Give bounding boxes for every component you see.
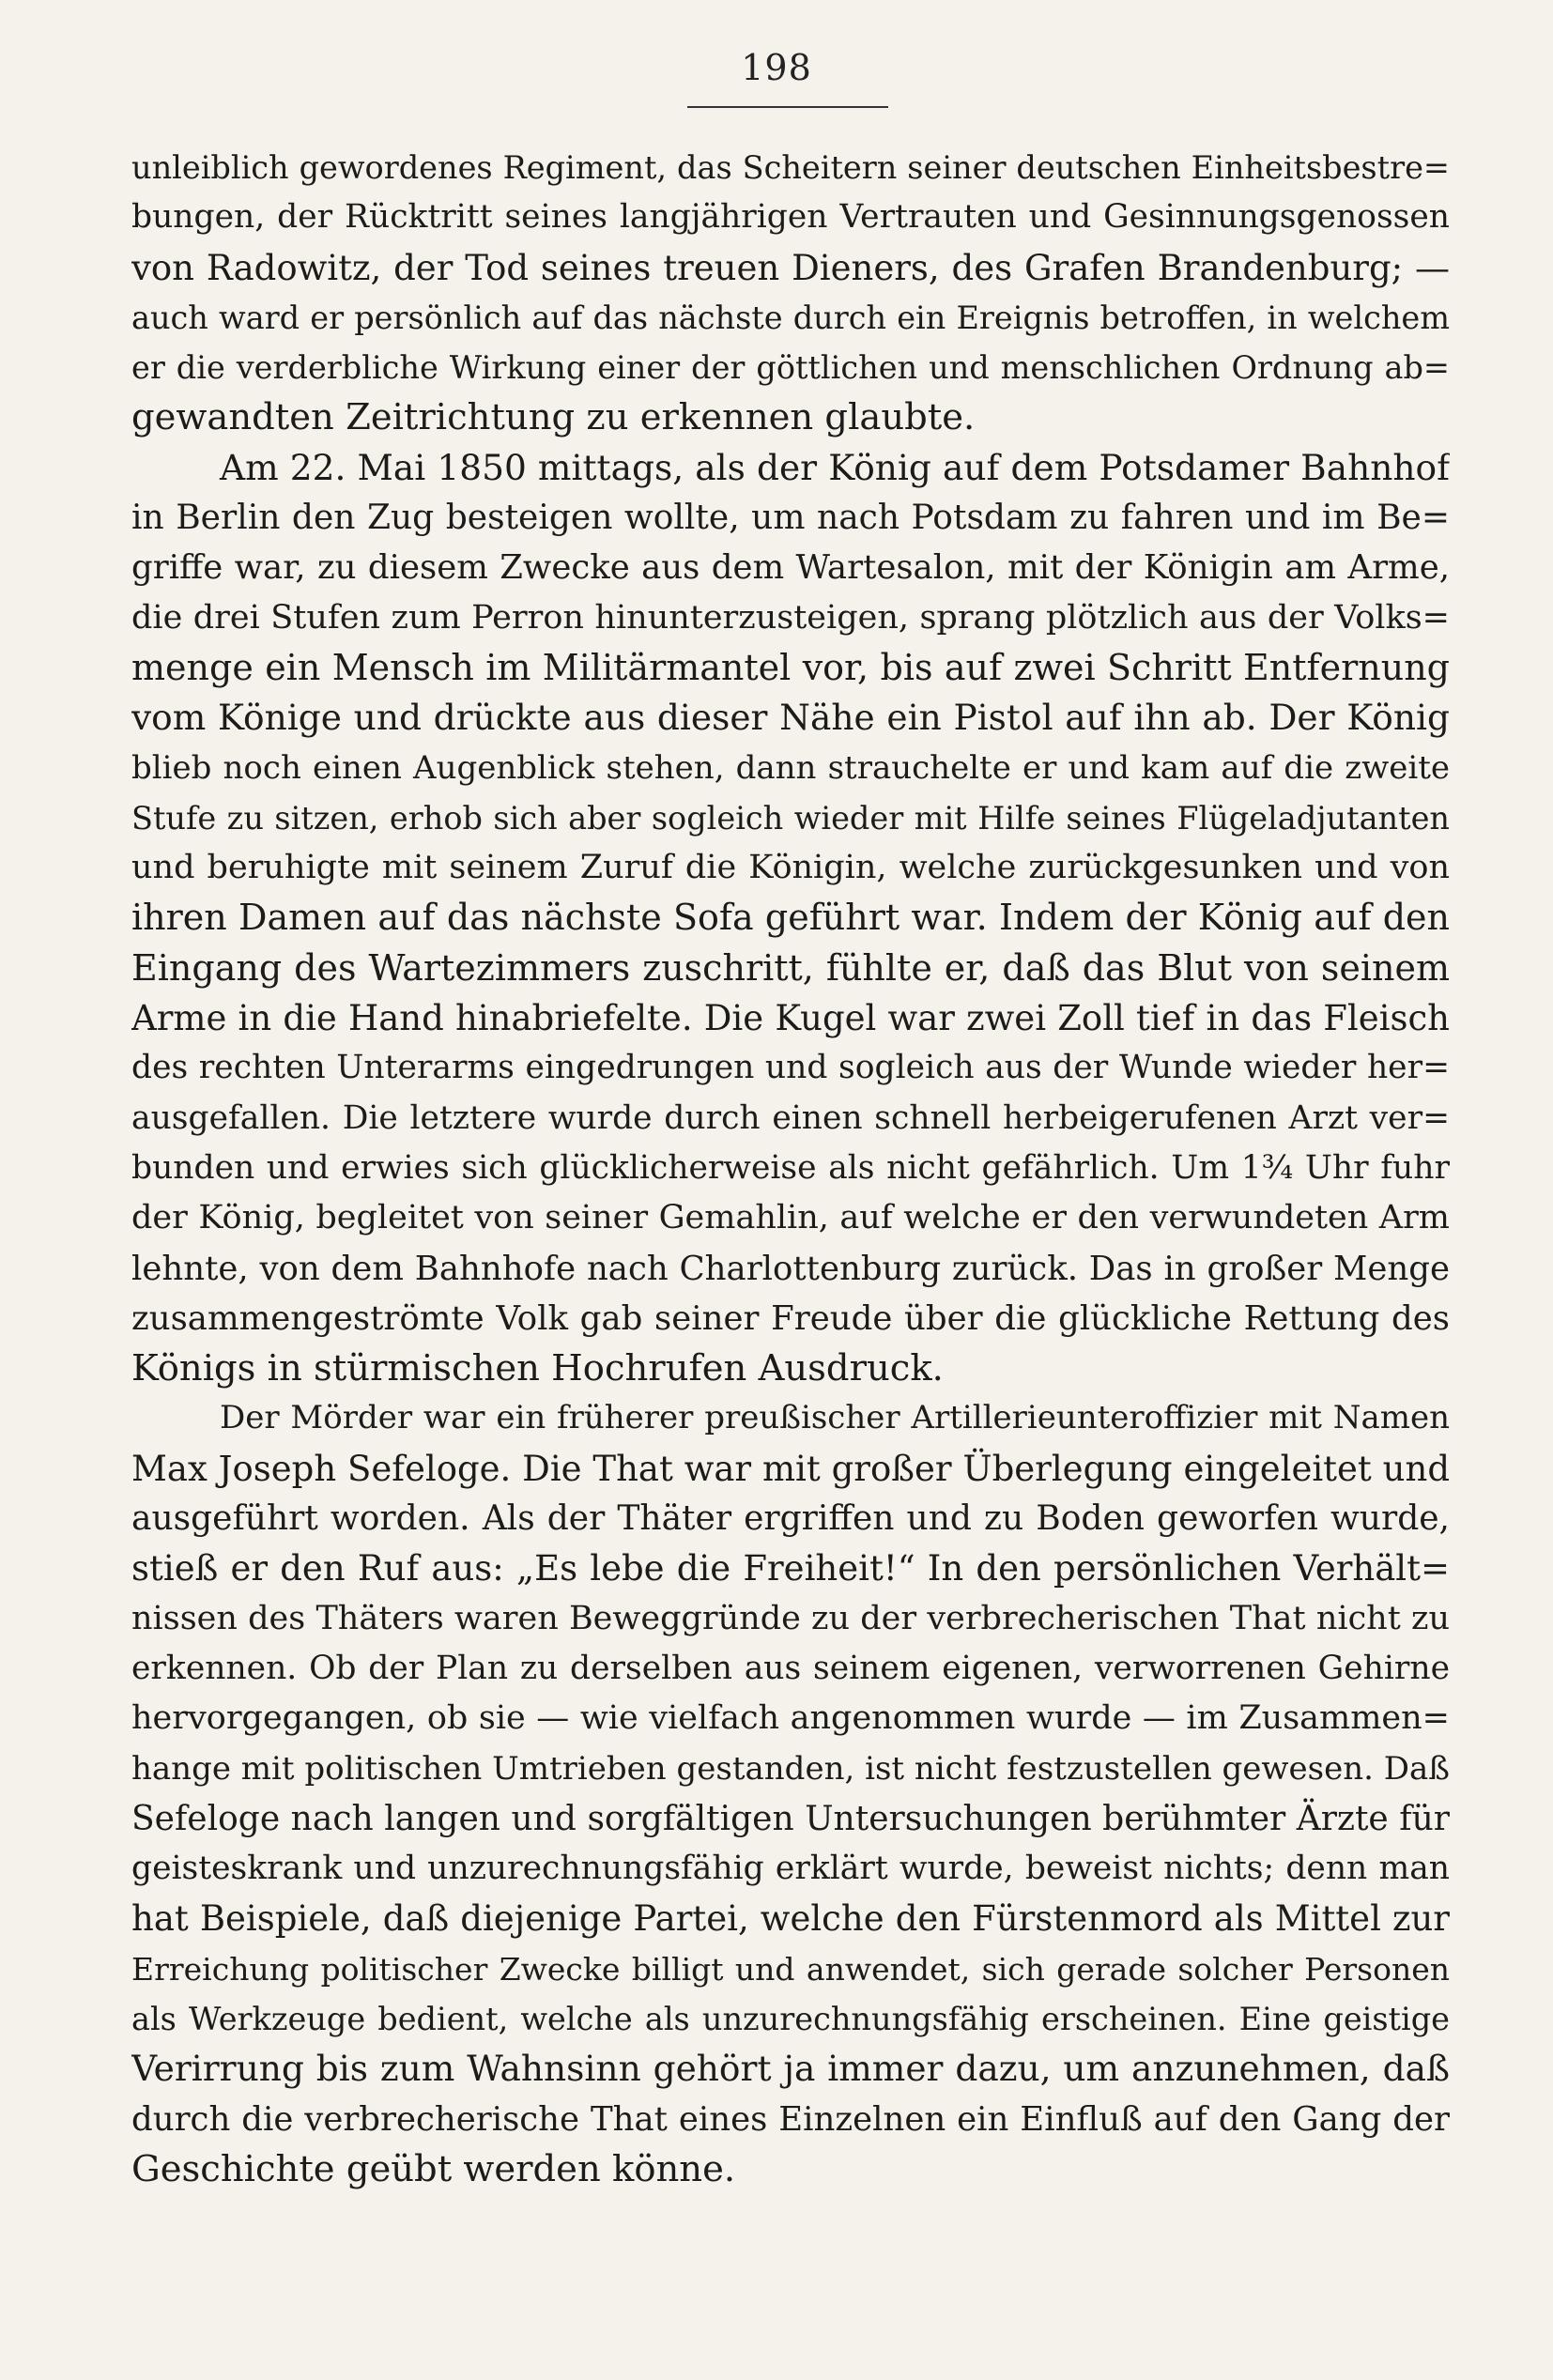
text-line: Am 22. Mai 1850 mittags, als der König auf dem Potsdamer Bahnhof: [220, 446, 1450, 488]
text-line: durch die verbrecherische That eines Einzelnen ein Einfluß auf den Gang der: [131, 2099, 1450, 2139]
text-line: Max Joseph Sefeloge. Die That war mit großer Überlegung eingeleitet und: [131, 1448, 1450, 1489]
text-line: bungen, der Rücktritt seines langjährigen Vertrauten und Gesinnungsgenossen: [131, 198, 1450, 237]
text-line: Erreichung politischer Zwecke billigt und anwendet, sich gerade solcher Personen: [131, 1950, 1450, 1988]
text-line: zusammengeströmte Volk gab seiner Freude über die glückliche Rettung des: [131, 1298, 1450, 1338]
text-line: ihren Damen auf das nächste Sofa geführt war. Indem der König auf den: [131, 897, 1450, 939]
text-line: ausgefallen. Die letztere wurde durch einen schnell herbeigerufenen Arzt ver=: [131, 1098, 1450, 1137]
text-line: er die verderbliche Wirkung einer der göttlichen und menschlichen Ordnung ab=: [131, 349, 1450, 387]
text-line: unleiblich gewordenes Regiment, das Scheitern seiner deutschen Einheitsbestre=: [131, 149, 1450, 186]
text-line: Arme in die Hand hinabriefelte. Die Kugel war zwei Zoll tief in das Fleisch: [131, 998, 1450, 1039]
text-line: stieß er den Ruf aus: „Es lebe die Freiheit!“ In den persönlichen Verhält=: [131, 1548, 1450, 1589]
text-line: bunden und erwies sich glücklicherweise als nicht gefährlich. Um 1¾ Uhr fuhr: [131, 1148, 1450, 1187]
text-line: Königs in stürmischen Hochrufen Ausdruck.: [131, 1347, 944, 1390]
text-line: des rechten Unterarms eingedrungen und sogleich aus der Wunde wieder her=: [131, 1049, 1450, 1087]
text-line: in Berlin den Zug besteigen wollte, um nach Potsdam zu fahren und im Be=: [131, 499, 1450, 538]
text-line: blieb noch einen Augenblick stehen, dann strauchelte er und kam auf die zweite: [131, 748, 1450, 787]
text-line: hat Beispiele, daß diejenige Partei, welche den Fürstenmord als Mittel zur: [131, 1898, 1450, 1940]
text-line: als Werkzeuge bedient, welche als unzurechnungsfähig erscheinen. Eine geistige: [131, 2000, 1450, 2037]
text-line: menge ein Mensch im Militärmantel vor, bis auf zwei Schritt Entfernung: [131, 646, 1450, 688]
text-line: die drei Stufen zum Perron hinunterzusteigen, sprang plötzlich aus der Volks=: [131, 598, 1450, 637]
text-line: vom Könige und drückte aus dieser Nähe ein Pistol auf ihn ab. Der König: [131, 697, 1450, 739]
text-line: Geschichte geübt werden könne.: [131, 2147, 736, 2190]
page-number: 198: [741, 47, 812, 88]
text-line: Der Mörder war ein früherer preußischer Artillerieunteroffizier mit Namen: [220, 1399, 1450, 1437]
text-line: hervorgegangen, ob sie — wie vielfach angenommen wurde — im Zusammen=: [131, 1699, 1450, 1738]
text-line: lehnte, von dem Bahnhofe nach Charlottenburg zurück. Das in großer Menge: [131, 1249, 1450, 1288]
text-line: gewandten Zeitrichtung zu erkennen glaubte.: [131, 396, 976, 439]
text-line: nissen des Thäters waren Beweggründe zu der verbrecherischen That nicht zu: [131, 1599, 1450, 1637]
header-rule: [687, 106, 888, 108]
text-line: Eingang des Wartezimmers zuschritt, fühlte er, daß das Blut von seinem: [131, 946, 1450, 989]
text-line: von Radowitz, der Tod seines treuen Dieners, des Grafen Brandenburg; —: [131, 247, 1450, 288]
text-line: Sefeloge nach langen und sorgfältigen Untersuchungen berühmter Ärzte für: [131, 1799, 1450, 1838]
text-line: und beruhigte mit seinem Zuruf die Königin, welche zurückgesunken und von: [131, 849, 1450, 887]
text-line: geisteskrank und unzurechnungsfähig erklärt wurde, beweist nichts; denn man: [131, 1850, 1450, 1888]
text-line: Stufe zu sitzen, erhob sich aber sogleich wieder mit Hilfe seines Flügeladjutanten: [131, 799, 1450, 837]
text-line: erkennen. Ob der Plan zu derselben aus seinem eigenen, verworrenen Gehirne: [131, 1649, 1450, 1687]
text-line: Verirrung bis zum Wahnsinn gehört ja immer dazu, um anzunehmen, daß: [131, 2048, 1450, 2090]
text-line: auch ward er persönlich auf das nächste durch ein Ereignis betroffen, in welchem: [131, 299, 1450, 336]
text-line: griffe war, zu diesem Zwecke aus dem Wartesalon, mit der Königin am Arme,: [131, 548, 1450, 588]
text-line: der König, begleitet von seiner Gemahlin, auf welche er den verwundeten Arm: [131, 1199, 1450, 1237]
text-line: ausgeführt worden. Als der Thäter ergriffen und zu Boden geworfen wurde,: [131, 1499, 1450, 1539]
text-line: hange mit politischen Umtrieben gestanden, ist nicht festzustellen gewesen. Daß: [131, 1749, 1450, 1788]
body-text: [131, 143, 1450, 2194]
